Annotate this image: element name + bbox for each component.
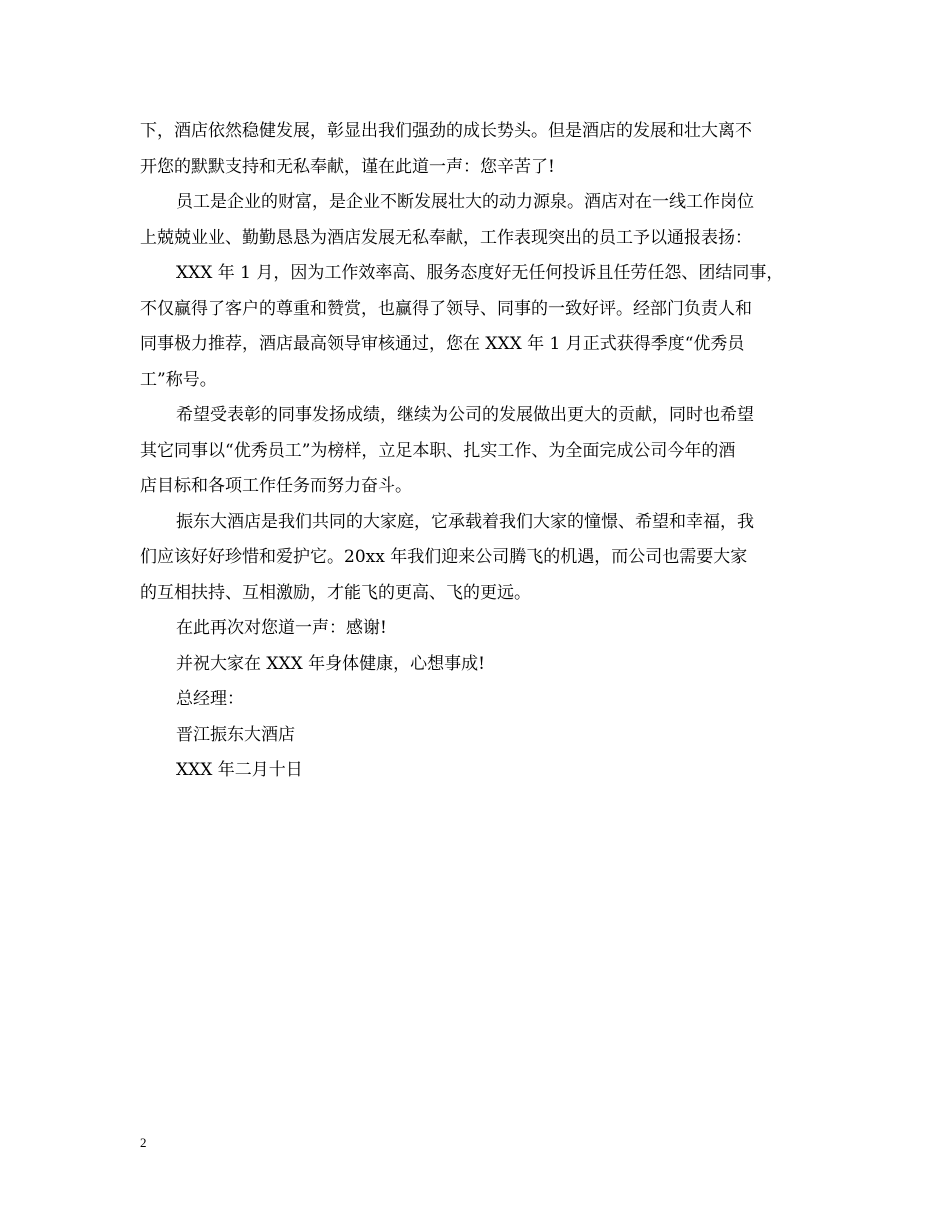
- text-line: 并祝大家在 XXX 年身体健康，心想事成!: [176, 653, 485, 674]
- text-line: 的互相扶持、互相激励，才能飞的更高、飞的更远。: [140, 582, 531, 603]
- text-line: 振东大酒店是我们共同的大家庭，它承载着我们大家的憧憬、希望和幸福，我: [176, 511, 754, 532]
- text-line: 开您的默默支持和无私奉献，谨在此道一声：您辛苦了!: [140, 156, 555, 177]
- text-line: 下，酒店依然稳健发展，彰显出我们强劲的成长势头。但是酒店的发展和壮大离不: [140, 121, 752, 141]
- text-line: 不仅赢得了客户的尊重和赞赏，也赢得了领导、同事的一致好评。经部门负责人和: [140, 298, 752, 319]
- text-line: 同事极力推荐，酒店最高领导审核通过，您在 XXX 年 1 月正式获得季度“优秀员: [140, 334, 745, 354]
- letter-body: [140, 114, 814, 789]
- text-line: 上兢兢业业、勤勤恳恳为酒店发展无私奉献，工作表现突出的员工予以通报表扬：: [140, 227, 752, 248]
- text-line: 工”称号。: [140, 369, 217, 390]
- text-line: 其它同事以“优秀员工”为榜样，立足本职、扎实工作、为全面完成公司今年的酒: [140, 440, 736, 461]
- text-line: 希望受表彰的同事发扬成绩，继续为公司的发展做出更大的贡献，同时也希望: [176, 405, 754, 425]
- page-number: 2: [140, 1135, 147, 1150]
- text-line: XXX 年 1 月，因为工作效率高、服务态度好无任何投诉且任劳任怨、团结同事，: [176, 263, 784, 283]
- signature-title: 总经理：: [176, 689, 244, 709]
- signature-date: XXX 年二月十日: [176, 760, 303, 780]
- text-line: 们应该好好珍惜和爱护它。20xx 年我们迎来公司腾飞的机遇，而公司也需要大家: [140, 547, 748, 567]
- text-line: 在此再次对您道一声：感谢!: [176, 618, 387, 638]
- signature-organization: 晋江振东大酒店: [176, 724, 295, 745]
- text-line: 员工是企业的财富，是企业不断发展壮大的动力源泉。酒店对在一线工作岗位: [176, 192, 754, 212]
- text-line: 店目标和各项工作任务而努力奋斗。: [140, 476, 412, 496]
